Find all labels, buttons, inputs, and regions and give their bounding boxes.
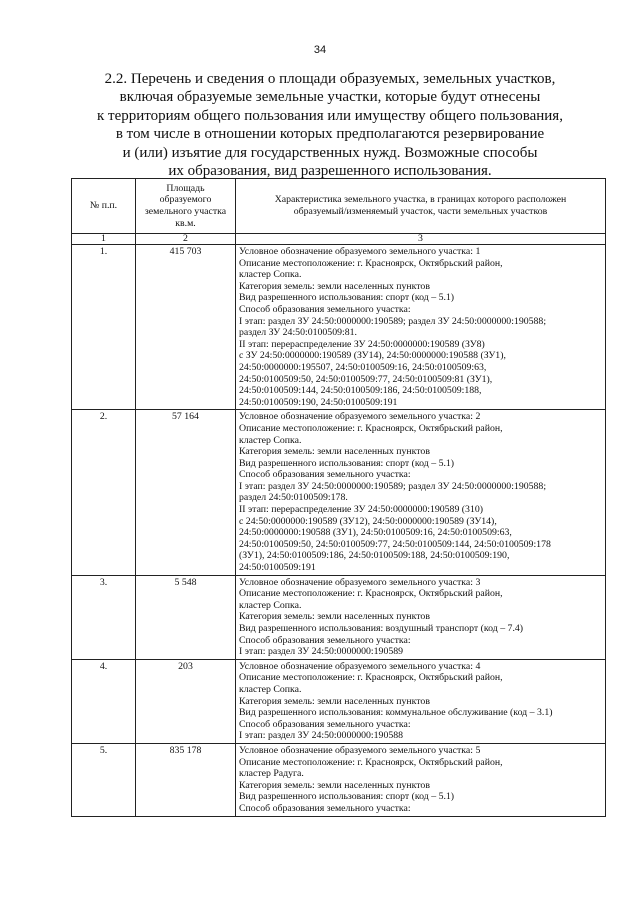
table-row xyxy=(72,575,606,659)
description-line: с ЗУ 24:50:0000000:190589 (ЗУ14), 24:50:0000000:190588 (ЗУ1), xyxy=(239,350,506,362)
description-line: 24:50:0100509:191 xyxy=(239,562,316,574)
plot-description xyxy=(236,410,606,575)
description-line: Условное обозначение образуемого земельного участка: 3 xyxy=(239,576,481,588)
header-area-line: Площадь xyxy=(166,182,205,194)
row-number: 3. xyxy=(72,575,136,659)
description-line: Вид разрешенного использования: спорт (код – 5.1) xyxy=(239,292,455,304)
plot-area: 835 178 xyxy=(136,743,236,816)
description-line: Описание местоположение: г. Красноярск, Октябрьский район, xyxy=(239,672,503,684)
description-line: 24:50:0000000:195507, 24:50:0100509:16, 24:50:0100509:63, xyxy=(239,361,487,373)
header-description-line: образуемый/изменяемый участок, части земельных участков xyxy=(293,206,548,217)
column-number: 3 xyxy=(236,234,606,245)
description-line: 24:50:0100509:144, 24:50:0100509:186, 24:50:0100509:188, xyxy=(239,385,482,397)
description-line: кластер Радуга. xyxy=(239,768,304,780)
table-body xyxy=(72,245,606,817)
description-line: 24:50:0000000:190588 (ЗУ1), 24:50:0100509:16, 24:50:0100509:63, xyxy=(239,527,512,539)
description-line: Условное обозначение образуемого земельного участка: 2 xyxy=(239,411,481,423)
header-area xyxy=(136,179,236,234)
description-line: Способ образования земельного участка: xyxy=(239,303,411,315)
title-line: к территориям общего пользования или имуществу общего пользования, xyxy=(97,107,563,124)
header-description xyxy=(236,179,606,234)
description-line: Способ образования земельного участка: xyxy=(239,469,411,481)
description-line: раздел 24:50:0100509:178. xyxy=(239,492,348,504)
description-line: кластер Сопка. xyxy=(239,434,302,446)
table-row xyxy=(72,743,606,816)
plot-area: 57 164 xyxy=(136,410,236,575)
plot-area: 203 xyxy=(136,659,236,743)
description-line: Вид разрешенного использования: коммунальное обслуживание (код – 3.1) xyxy=(239,707,553,719)
description-line: Вид разрешенного использования: спорт (код – 5.1) xyxy=(239,791,455,803)
column-number: 1 xyxy=(72,234,136,245)
header-number: № п.п. xyxy=(72,179,136,234)
header-area-line: кв.м. xyxy=(175,217,196,229)
description-line: Категория земель: земли населенных пунктов xyxy=(239,695,430,707)
description-line: кластер Сопка. xyxy=(239,683,302,695)
table-row xyxy=(72,410,606,575)
table-row xyxy=(72,245,606,410)
description-line: Способ образования земельного участка: xyxy=(239,802,411,814)
header-area-line: образуемого xyxy=(159,194,212,206)
row-number: 4. xyxy=(72,659,136,743)
description-line: Вид разрешенного использования: воздушный транспорт (код – 7.4) xyxy=(239,623,524,634)
description-line: II этап: перераспределение ЗУ 24:50:0000000:190589 (310) xyxy=(239,504,484,516)
description-line: Описание местоположение: г. Красноярск, Октябрьский район, xyxy=(239,588,503,600)
description-line: кластер Сопка. xyxy=(239,599,302,611)
column-number: 2 xyxy=(136,234,236,245)
header-area-line: земельного участка xyxy=(144,206,227,217)
description-line: Условное обозначение образуемого земельного участка: 4 xyxy=(239,660,481,672)
description-line: кластер Сопка. xyxy=(239,269,302,281)
description-line: Описание местоположение: г. Красноярск, Октябрьский район, xyxy=(239,756,503,768)
plot-area: 415 703 xyxy=(136,245,236,410)
title-line: и (или) изъятие для государственных нужд. Возможные способы xyxy=(122,144,538,161)
description-line: I этап: раздел ЗУ 24:50:0000000:190589; раздел ЗУ 24:50:0000000:190588; xyxy=(239,480,547,492)
plot-description xyxy=(236,743,606,816)
row-number: 1. xyxy=(72,245,136,410)
description-line: I этап: раздел ЗУ 24:50:0000000:190588 xyxy=(239,730,404,742)
plot-description xyxy=(236,659,606,743)
description-line: Способ образования земельного участка: xyxy=(239,634,411,646)
description-line: Вид разрешенного использования: спорт (код – 5.1) xyxy=(239,457,455,469)
column-number-row xyxy=(72,234,606,245)
description-line: Категория земель: земли населенных пунктов xyxy=(239,280,430,292)
title-line: 2.2. Перечень и сведения о площади образуемых, земельных участков, xyxy=(104,71,556,87)
row-number: 2. xyxy=(72,410,136,575)
header-description-line: Характеристика земельного участка, в границах которого расположен xyxy=(274,194,567,206)
page-number: 34 xyxy=(313,44,327,56)
description-line: Категория земель: земли населенных пунктов xyxy=(239,611,430,623)
row-number: 5. xyxy=(72,743,136,816)
table-header-row xyxy=(72,179,606,234)
plot-area: 5 548 xyxy=(136,575,236,659)
description-line: (ЗУ1), 24:50:0100509:186, 24:50:0100509:188, 24:50:0100509:190, xyxy=(239,550,510,562)
description-line: 24:50:0100509:50, 24:50:0100509:77, 24:50:0100509:144, 24:50:0100509:178 xyxy=(239,538,551,550)
land-plots-table xyxy=(71,178,606,817)
title-line: включая образуемые земельные участки, которые будут отнесены xyxy=(119,89,541,106)
description-line: Способ образования земельного участка: xyxy=(239,718,411,730)
description-line: II этап: перераспределение ЗУ 24:50:0000000:190589 (ЗУ8) xyxy=(239,338,485,350)
section-title xyxy=(70,70,590,180)
description-line: I этап: раздел ЗУ 24:50:0000000:190589 xyxy=(239,646,404,658)
title-line: в том числе в отношении которых предполагаются резервирование xyxy=(115,126,545,143)
plot-description xyxy=(236,245,606,410)
description-line: с 24:50:0000000:190589 (ЗУ12), 24:50:0000000:190589 (ЗУ14), xyxy=(239,515,497,527)
description-line: I этап: раздел ЗУ 24:50:0000000:190589; раздел ЗУ 24:50:0000000:190588; xyxy=(239,315,547,327)
description-line: Категория земель: земли населенных пунктов xyxy=(239,446,430,458)
plot-description xyxy=(236,575,606,659)
description-line: Категория земель: земли населенных пунктов xyxy=(239,779,430,791)
description-line: раздел ЗУ 24:50:0100509:81. xyxy=(239,327,357,339)
table-row xyxy=(72,659,606,743)
description-line: Условное обозначение образуемого земельного участка: 5 xyxy=(239,744,481,756)
description-line: Описание местоположение: г. Красноярск, Октябрьский район, xyxy=(239,257,503,269)
description-line: 24:50:0100509:190, 24:50:0100509:191 xyxy=(239,396,398,408)
title-line: их образования, вид разрешенного использования. xyxy=(168,163,492,180)
description-line: Условное обозначение образуемого земельного участка: 1 xyxy=(239,246,481,257)
description-line: Описание местоположение: г. Красноярск, Октябрьский район, xyxy=(239,422,503,434)
description-line: 24:50:0100509:50, 24:50:0100509:77, 24:50:0100509:81 (ЗУ1), xyxy=(239,373,493,385)
